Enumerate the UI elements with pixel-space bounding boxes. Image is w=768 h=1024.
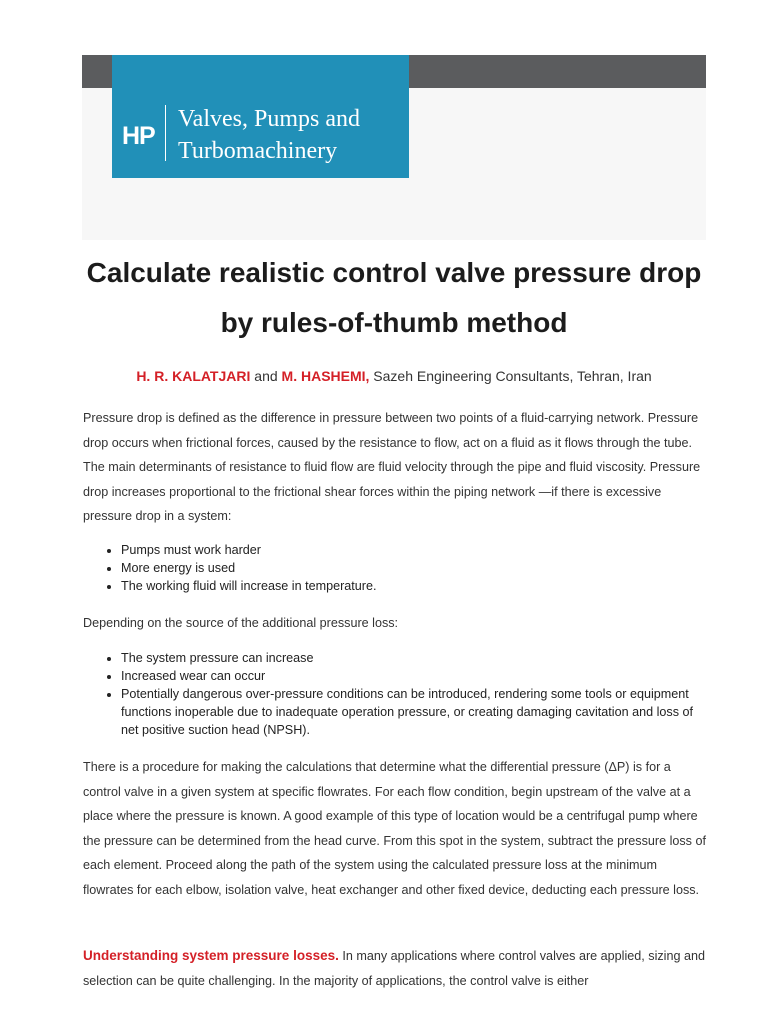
list-item: • Pumps must work harder bbox=[121, 541, 709, 559]
publication-name bbox=[178, 103, 360, 167]
publication-name-line1: Valves, Pumps and bbox=[178, 106, 360, 132]
header-banner bbox=[82, 55, 706, 240]
article-body-section-4 bbox=[83, 944, 709, 993]
bullet-list-1-wrap bbox=[83, 541, 709, 595]
article-body-section-3 bbox=[83, 755, 709, 902]
section-subheading: Understanding system pressure losses. bbox=[83, 948, 339, 963]
list-item: • Potentially dangerous over-pressure conditions can be introduced, rendering some tools or equipment functions inoperable due to inadequate operation pressure, or creating damaging cavitation and loss of net positive suction head (NPSH). bbox=[121, 685, 709, 739]
bullet-list bbox=[83, 649, 709, 739]
list-item: • The system pressure can increase bbox=[121, 649, 709, 667]
list-item: • More energy is used bbox=[121, 559, 709, 577]
article-body-section-2 bbox=[83, 611, 709, 636]
article-title-line2: by rules-of-thumb method bbox=[220, 307, 568, 338]
list-item: • Increased wear can occur bbox=[121, 667, 709, 685]
hp-logo-mark: HP bbox=[122, 122, 155, 150]
author-affiliation: Sazeh Engineering Consultants, Tehran, Iran bbox=[369, 368, 652, 384]
bullet-list bbox=[83, 541, 709, 595]
article-title-line1: Calculate realistic control valve pressure drop bbox=[86, 257, 702, 288]
publication-name-line2: Turbomachinery bbox=[178, 138, 338, 164]
paragraph-text: In many applications where control valves are applied, sizing and selection can be quite challenging. In the majority of applications, the control valve is either bbox=[83, 949, 705, 988]
body-paragraph: Pressure drop is defined as the difference in pressure between two points of a fluid-carrying network. Pressure drop occurs when frictional forces, caused by the resistance to flow, act on a fluid as it flows through the tube. The main determinants of resistance to fluid flow are fluid velocity through the pipe and fluid viscosity. Pressure drop increases proportional to the frictional shear forces within the piping network —if there is excessive pressure drop in a system: bbox=[83, 411, 701, 523]
byline bbox=[60, 366, 728, 386]
body-paragraph: Depending on the source of the additional pressure loss: bbox=[83, 616, 399, 630]
body-paragraph: There is a procedure for making the calculations that determine what the differential pressure (ΔP) is for a control valve in a given system at specific flowrates. For each flow condition, begin upstream of the valve at a place where the pressure is known. A good example of this type of location would be a centrifugal pump where the pressure can be determined from the head curve. From this spot in the system, subtract the pressure loss of each element. Proceed along the path of the system using the calculated pressure loss at the minimum flowrates for each elbow, isolation valve, heat exchanger and other fixed device, deducting each pressure loss. bbox=[83, 760, 706, 897]
list-item: • The working fluid will increase in temperature. bbox=[121, 577, 709, 595]
logo-divider bbox=[165, 105, 166, 161]
author-name: M. HASHEMI, bbox=[281, 368, 370, 384]
bullet-list-2-wrap bbox=[83, 649, 709, 739]
article-body-section-1 bbox=[83, 406, 709, 529]
byline-and: and bbox=[250, 368, 282, 384]
author-name: H. R. KALATJARI bbox=[136, 368, 251, 384]
article-title bbox=[60, 248, 728, 348]
publication-logo bbox=[112, 55, 409, 178]
body-paragraph bbox=[83, 944, 709, 993]
